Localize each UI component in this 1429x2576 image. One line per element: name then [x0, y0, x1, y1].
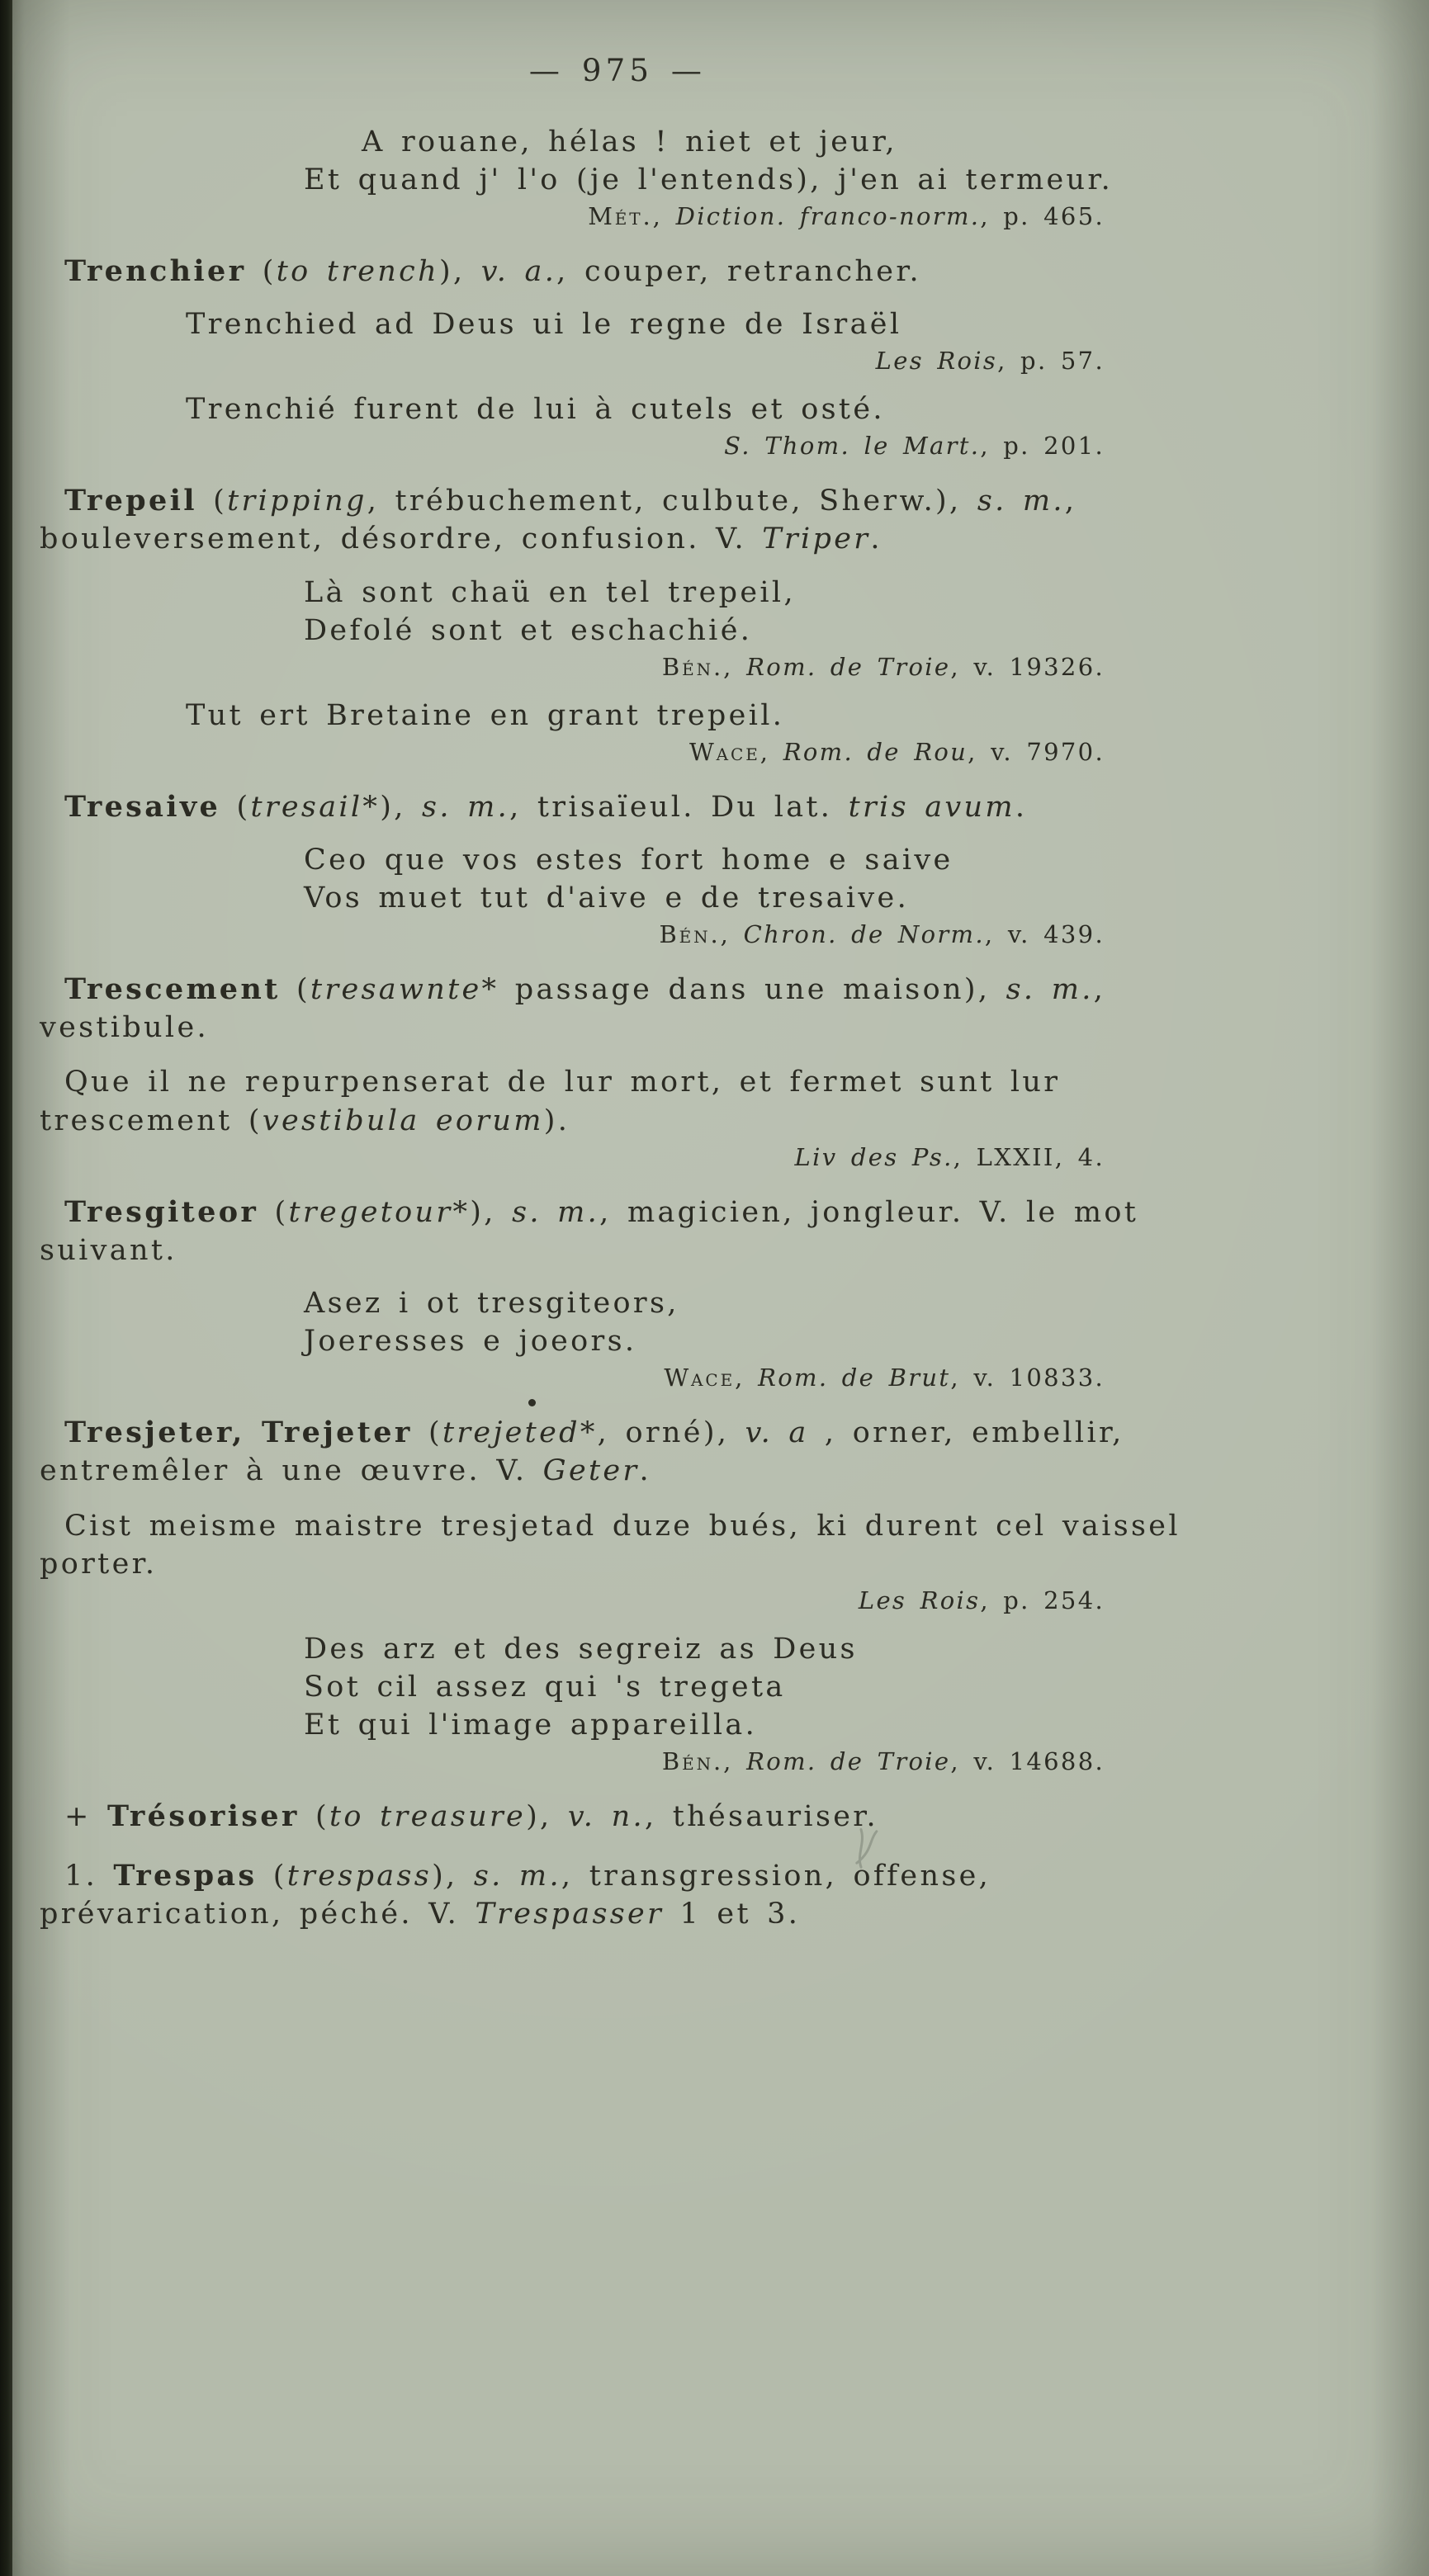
citation-work: Rom. de Troie — [746, 1747, 951, 1776]
entry-text: passage dans une maison), — [499, 973, 1006, 1007]
citation-separator: , — [723, 652, 747, 681]
part-of-speech: v. a. — [480, 255, 557, 288]
sense-number: 1. — [64, 1860, 114, 1893]
headword: Tresaive — [64, 789, 221, 824]
citation-reference: , p. 57. — [997, 347, 1105, 376]
verse-quotation — [304, 123, 1195, 199]
entry-text: ( — [299, 1800, 330, 1834]
dictionary-entry-tresgiteor — [40, 1193, 1195, 1269]
citation-author: Wace — [664, 1364, 736, 1392]
definition: , orner, embellir, entremêler à une œuvre. V. — [40, 1416, 1124, 1488]
quote-text: Cist meisme maistre tresjetad duze bués, ki durent cel vaissel porter. — [40, 1509, 1181, 1581]
entry-text: ( — [257, 1860, 287, 1893]
headword: Tresjeter, Trejeter — [64, 1416, 413, 1450]
etymology: to treasure — [329, 1800, 527, 1834]
verse-line: Asez i ot tresgiteors, — [304, 1286, 679, 1320]
part-of-speech: v. n. — [567, 1800, 645, 1834]
citation-reference: , LXXII, 4. — [953, 1142, 1105, 1171]
etymology: trejeted* — [442, 1416, 598, 1450]
citation-separator: , — [735, 1364, 759, 1392]
source-citation — [40, 432, 1195, 461]
prose-quotation — [186, 390, 1195, 428]
etymology: tresawnte* — [310, 973, 499, 1007]
entry-text: 1 et 3. — [664, 1898, 801, 1931]
citation-work: Les Rois — [858, 1586, 981, 1614]
citation-separator: , — [720, 920, 744, 949]
source-citation — [40, 1586, 1195, 1615]
dictionary-entry-trenchier — [40, 253, 1195, 291]
dictionary-entry-tresjeter — [40, 1414, 1195, 1490]
citation-separator: , — [759, 737, 783, 766]
citation-reference: , v. 10833. — [950, 1364, 1105, 1392]
entry-text: ), — [432, 1860, 474, 1893]
cross-reference: Geter — [542, 1454, 640, 1488]
citation-reference: , v. 14688. — [950, 1747, 1105, 1776]
quote-line: Trenchié furent de lui à cutels et osté. — [186, 393, 885, 427]
quote-line: Trenchied ad Deus ui le regne de Israël — [186, 308, 902, 342]
dictionary-entry-trescement — [40, 971, 1195, 1047]
source-citation — [40, 920, 1195, 949]
citation-work: Diction. franco-norm. — [675, 202, 981, 231]
citation-author: Wace — [688, 737, 760, 766]
entry-text: ( — [220, 790, 251, 824]
entry-text: ( — [246, 255, 277, 288]
entry-text: , trébuchement, culbute, Sherw.), — [367, 484, 977, 518]
prose-quotation — [40, 1507, 1195, 1583]
definition: , trisaïeul. Du lat. — [509, 790, 849, 824]
dictionary-entry-tresoriser — [40, 1798, 1195, 1836]
part-of-speech: s. m. — [473, 1860, 561, 1893]
etymology: trespass — [286, 1860, 433, 1893]
citation-work: Les Rois — [875, 347, 998, 376]
etymology: tregetour* — [288, 1195, 471, 1229]
entry-text: ( — [258, 1195, 289, 1229]
headword: Trespas — [113, 1859, 258, 1893]
citation-reference: , p. 254. — [980, 1586, 1105, 1614]
verse-line: Vos muet tut d'aive e de tresaive. — [304, 882, 910, 915]
verse-line: Là sont chaü en tel trepeil, — [304, 575, 796, 609]
verse-line: Joeresses e joeors. — [304, 1325, 637, 1359]
entry-text: ), — [438, 255, 481, 288]
citation-work: Rom. de Rou — [783, 737, 968, 766]
etymology: to trench — [276, 255, 439, 288]
source-citation — [40, 1143, 1195, 1172]
citation-reference: , v. 19326. — [950, 652, 1105, 681]
citation-work: Liv des Ps. — [794, 1142, 953, 1171]
headword: Trepeil — [64, 484, 197, 518]
dictionary-entry-trespas — [40, 1857, 1195, 1933]
latin-phrase: vestibula eorum — [262, 1104, 544, 1137]
obsolete-cross-mark: + — [64, 1800, 108, 1834]
entry-text: . — [639, 1454, 651, 1488]
citation-work: Rom. de Brut — [758, 1364, 951, 1392]
citation-reference: , p. 465. — [980, 202, 1105, 231]
source-citation — [40, 738, 1195, 767]
definition: , vestibule. — [40, 973, 1106, 1045]
citation-separator: , — [652, 202, 676, 231]
source-citation — [40, 202, 1195, 231]
dictionary-entry-trepeil — [40, 482, 1195, 558]
headword: Trésoriser — [107, 1799, 300, 1834]
citation-reference: , v. 439. — [984, 920, 1105, 949]
citation-reference: , v. 7970. — [968, 737, 1105, 766]
cross-reference: Trespasser — [475, 1898, 665, 1931]
verse-line: Des arz et des segreiz as Deus — [304, 1632, 858, 1666]
entry-text: ), — [470, 1195, 513, 1229]
citation-author: Mét. — [588, 202, 653, 231]
part-of-speech: v. a — [745, 1416, 809, 1450]
etymology: tripping — [227, 484, 367, 518]
source-citation — [40, 347, 1195, 376]
verse-line: Et qui l'image appareilla. — [304, 1709, 758, 1742]
entry-text: , orné), — [597, 1416, 745, 1450]
citation-author: Bén. — [661, 652, 724, 681]
ink-dot-artifact — [528, 1399, 536, 1406]
verse-quotation — [304, 1630, 1195, 1745]
definition: , magicien, jongleur. V. le mot suivant. — [40, 1195, 1139, 1267]
part-of-speech: s. m. — [977, 484, 1065, 518]
source-citation — [40, 653, 1195, 682]
verse-line: Ceo que vos estes fort home e saive — [304, 843, 953, 877]
quote-line: Tut ert Bretaine en grant trepeil. — [186, 698, 785, 732]
quote-text: ). — [543, 1104, 570, 1137]
book-binding-shadow — [0, 0, 12, 2576]
citation-work: Rom. de Troie — [746, 652, 951, 681]
verse-quotation — [304, 1284, 1195, 1360]
verse-line: A rouane, hélas ! niet et jeur, — [362, 125, 897, 158]
headword: Trescement — [64, 972, 281, 1007]
page-content — [40, 0, 1195, 1934]
page-number: — 975 — — [528, 53, 707, 88]
citation-reference: , p. 201. — [980, 432, 1105, 461]
citation-work: Chron. de Norm. — [743, 920, 985, 949]
etymology: tresail* — [250, 790, 381, 824]
verse-line: Et quand j' l'o (je l'entends), j'en ai termeur. — [304, 163, 1114, 197]
definition: , thésauriser. — [644, 1800, 878, 1834]
part-of-speech: s. m. — [1006, 973, 1094, 1007]
citation-separator: , — [723, 1747, 747, 1776]
entry-text: ( — [412, 1416, 442, 1450]
cross-reference: Triper — [762, 522, 871, 556]
verse-quotation — [304, 841, 1195, 917]
verse-line: Sot cil assez qui 's tregeta — [304, 1670, 786, 1704]
prose-quotation — [186, 305, 1195, 343]
verse-line: Defolé sont et eschachié. — [304, 613, 753, 647]
definition: , transgression, offense, prévarication, péché. V. — [40, 1860, 991, 1931]
entry-text: . — [1015, 790, 1028, 824]
source-citation — [40, 1364, 1195, 1392]
headword: Tresgiteor — [64, 1194, 259, 1229]
part-of-speech: s. m. — [512, 1195, 600, 1229]
prose-quotation — [40, 1063, 1195, 1139]
entry-text: ), — [526, 1800, 568, 1834]
definition: , bouleversement, désordre, confusion. V. — [40, 484, 1077, 556]
quote-text: Que il ne repurpenserat de lur mort, et fermet sunt lur trescement ( — [40, 1066, 1061, 1137]
latin-etymon: tris avum — [848, 790, 1015, 824]
part-of-speech: s. m. — [422, 790, 510, 824]
entry-text: ), — [380, 790, 423, 824]
headword: Trenchier — [64, 254, 247, 288]
entry-text: ( — [196, 484, 228, 518]
entry-text: . — [870, 522, 882, 556]
citation-author: Bén. — [661, 1747, 724, 1776]
definition: , couper, retrancher. — [556, 255, 922, 288]
dictionary-entry-tresaive — [40, 788, 1195, 826]
prose-quotation — [186, 697, 1195, 735]
entry-text: ( — [280, 973, 310, 1007]
verse-quotation — [304, 574, 1195, 650]
citation-work: S. Thom. le Mart. — [724, 432, 981, 461]
citation-author: Bén. — [659, 920, 721, 949]
source-citation — [40, 1747, 1195, 1776]
